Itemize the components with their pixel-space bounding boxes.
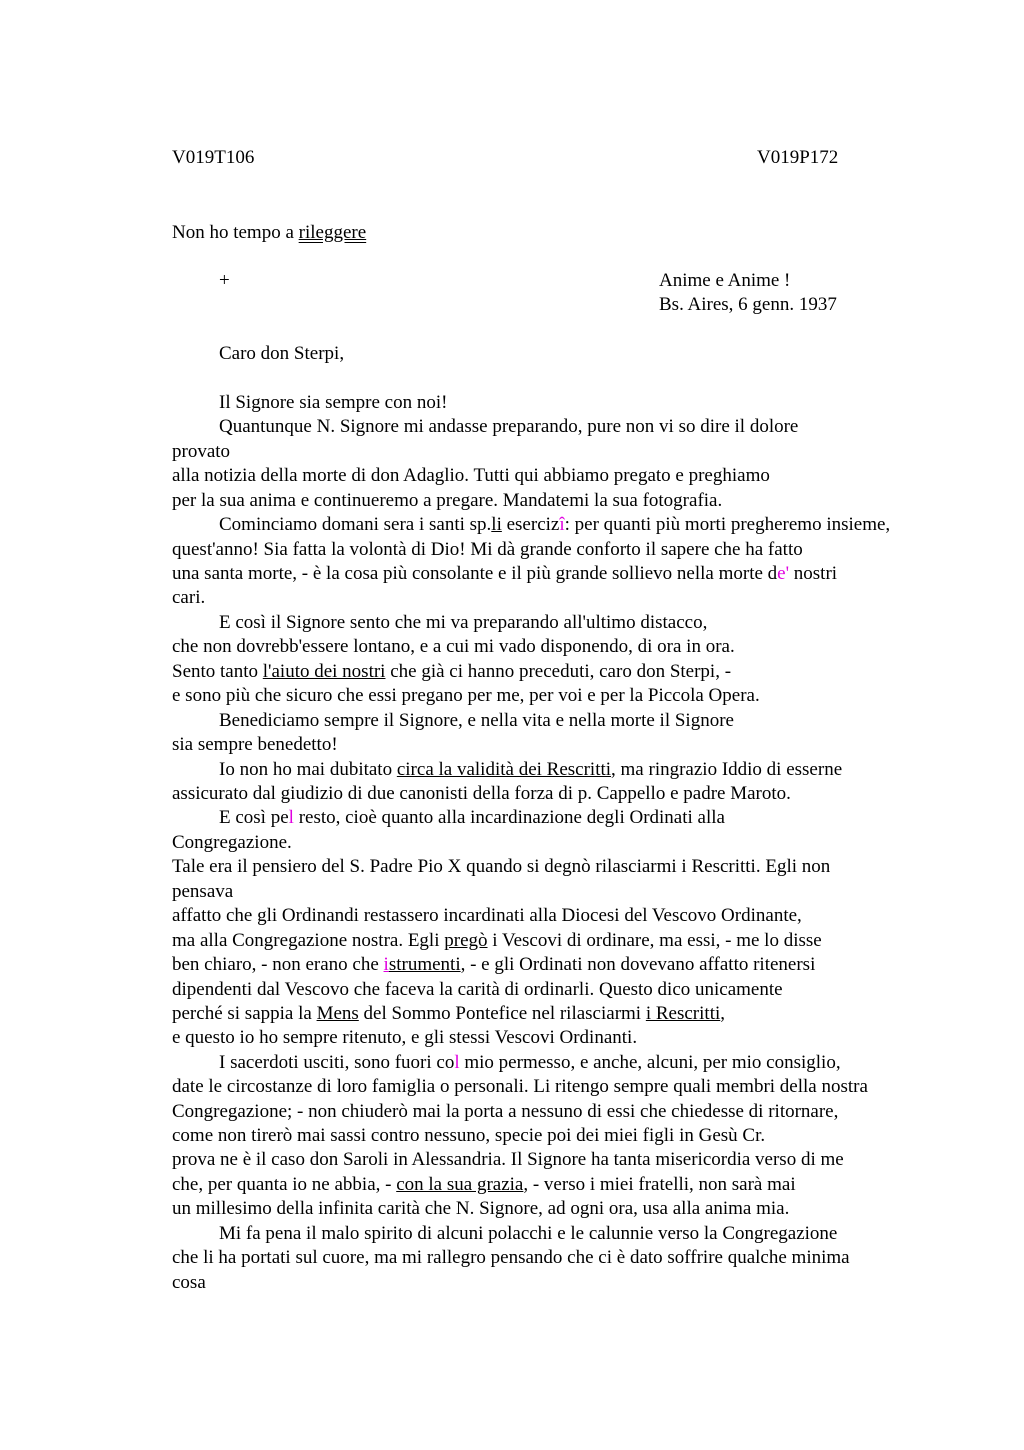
body-line: Quantunque N. Signore mi andasse preparando, pure non vi so dire il dolore — [219, 416, 799, 437]
text-run: che già ci hanno preceduti, caro don Sterpi, - — [385, 661, 732, 682]
text-run: ben chiaro, - non erano che — [172, 954, 384, 975]
cross-symbol: + — [219, 270, 230, 291]
body-line: per la sua anima e continueremo a pregare. Mandatemi la sua fotografia. — [172, 490, 723, 511]
body-line — [219, 806, 725, 830]
motto-line: Anime e Anime ! — [659, 270, 791, 291]
place-date-line: Bs. Aires, 6 genn. 1937 — [659, 294, 837, 315]
body-line: prova ne è il caso don Saroli in Alessandria. Il Signore ha tanta misericordia verso di me — [172, 1149, 844, 1170]
underlined-text: li — [491, 514, 502, 535]
body-line: che li ha portati sul cuore, ma mi rallegro pensando che ci è dato soffrire qualche minima — [172, 1247, 850, 1268]
body-line: che non dovrebb'essere lontano, e a cui mi vado disponendo, di ora in ora. — [172, 636, 735, 657]
underlined-text: strumenti — [388, 954, 461, 975]
underlined-text: i Rescritti — [645, 1003, 721, 1024]
body-line: Mi fa pena il malo spirito di alcuni polacchi e le calunnie verso la Congregazione — [219, 1223, 838, 1244]
body-line: Benediciamo sempre il Signore, e nella vita e nella morte il Signore — [219, 710, 734, 731]
body-line: Congregazione. — [172, 832, 292, 853]
body-line: affatto che gli Ordinandi restassero incardinati alla Diocesi del Vescovo Ordinante, — [172, 905, 802, 926]
text-run: , — [720, 1003, 725, 1024]
body-line: quest'anno! Sia fatta la volontà di Dio! Mi dà grande conforto il sapere che ha fatto — [172, 539, 803, 560]
document-code-left: V019T106 — [172, 147, 255, 168]
underlined-text: l'aiuto dei nostri — [262, 661, 386, 682]
text-run: i Vescovi di ordinare, ma essi, - me lo disse — [487, 930, 822, 951]
body-line: provato — [172, 441, 231, 462]
body-line — [172, 929, 822, 953]
text-run: ma alla Congregazione nostra. Egli — [172, 930, 445, 951]
body-line — [172, 660, 731, 684]
text-run: Io non ho mai dubitato — [219, 759, 397, 780]
body-line — [219, 513, 890, 537]
body-line — [219, 758, 842, 782]
text-run: E così pe — [219, 807, 289, 828]
correction-highlight: e' — [777, 563, 790, 584]
body-line: Il Signore sia sempre con noi! — [219, 392, 448, 413]
document-code-right: V019P172 — [757, 147, 839, 168]
body-line: sia sempre benedetto! — [172, 734, 338, 755]
correction-highlight: l — [454, 1052, 460, 1073]
text-run: , ma ringrazio Iddio di esserne — [611, 759, 843, 780]
correction-highlight: î — [559, 514, 565, 535]
correction-highlight: i — [383, 954, 389, 975]
text-run: Sento tanto — [172, 661, 263, 682]
body-line — [172, 953, 815, 977]
body-line: alla notizia della morte di don Adaglio. Tutti qui abbiamo pregato e preghiamo — [172, 465, 770, 486]
body-line: cosa — [172, 1272, 206, 1293]
body-line: un millesimo della infinita carità che N. Signore, ad ogni ora, usa alla anima mia. — [172, 1198, 790, 1219]
text-run: una santa morte, - è la cosa più consolante e il più grande sollievo nella morte d — [172, 563, 778, 584]
text-run: Cominciamo domani sera i santi sp. — [219, 514, 492, 535]
salutation: Caro don Sterpi, — [219, 343, 345, 364]
underlined-text: circa la validità dei Rescritti — [396, 759, 612, 780]
body-line: assicurato dal giudizio di due canonisti della forza di p. Cappello e padre Maroto. — [172, 783, 791, 804]
margin-note — [172, 221, 366, 245]
text-run: , - verso i miei fratelli, non sarà mai — [523, 1174, 796, 1195]
body-line — [172, 1002, 725, 1026]
body-line — [172, 562, 837, 586]
text-run: mio permesso, e anche, alcuni, per mio consiglio, — [459, 1052, 841, 1073]
body-line: Congregazione; - non chiuderò mai la porta a nessuno di essi che chiedesse di ritornare, — [172, 1101, 839, 1122]
body-line: date le circostanze di loro famiglia o personali. Li ritengo sempre quali membri della nostra — [172, 1076, 868, 1097]
body-line: cari. — [172, 587, 206, 608]
text-run: nostri — [789, 563, 838, 584]
underlined-text: Mens — [316, 1003, 359, 1024]
body-line: pensava — [172, 881, 234, 902]
body-line: come non tirerò mai sassi contro nessuno, specie poi dei miei figli in Gesù Cr. — [172, 1125, 766, 1146]
body-line — [219, 1051, 841, 1075]
text-run: I sacerdoti usciti, sono fuori co — [219, 1052, 455, 1073]
body-line — [172, 1173, 796, 1197]
correction-highlight: l — [288, 807, 294, 828]
underlined-text: con la sua grazia — [396, 1174, 524, 1195]
underlined-text: pregò — [444, 930, 488, 951]
margin-note-underlined: rileggere — [298, 222, 367, 243]
text-run: : per quanti più morti pregheremo insieme, — [564, 514, 891, 535]
text-run: eserciz — [501, 514, 560, 535]
margin-note-text: Non ho tempo a — [172, 222, 299, 243]
text-run: resto, cioè quanto alla incardinazione degli Ordinati alla — [293, 807, 725, 828]
body-line: e questo io ho sempre ritenuto, e gli stessi Vescovi Ordinanti. — [172, 1027, 638, 1048]
text-run: perché si sappia la — [172, 1003, 317, 1024]
text-run: del Sommo Pontefice nel rilasciarmi — [358, 1003, 646, 1024]
text-run: che, per quanta io ne abbia, - — [172, 1174, 397, 1195]
body-line: Tale era il pensiero del S. Padre Pio X quando si degnò rilasciarmi i Rescritti. Egli non — [172, 856, 831, 877]
body-line: E così il Signore sento che mi va preparando all'ultimo distacco, — [219, 612, 708, 633]
body-line: e sono più che sicuro che essi pregano per me, per voi e per la Piccola Opera. — [172, 685, 760, 706]
body-line: dipendenti dal Vescovo che faceva la carità di ordinarli. Questo dico unicamente — [172, 979, 783, 1000]
text-run: , - e gli Ordinati non dovevano affatto ritenersi — [460, 954, 816, 975]
